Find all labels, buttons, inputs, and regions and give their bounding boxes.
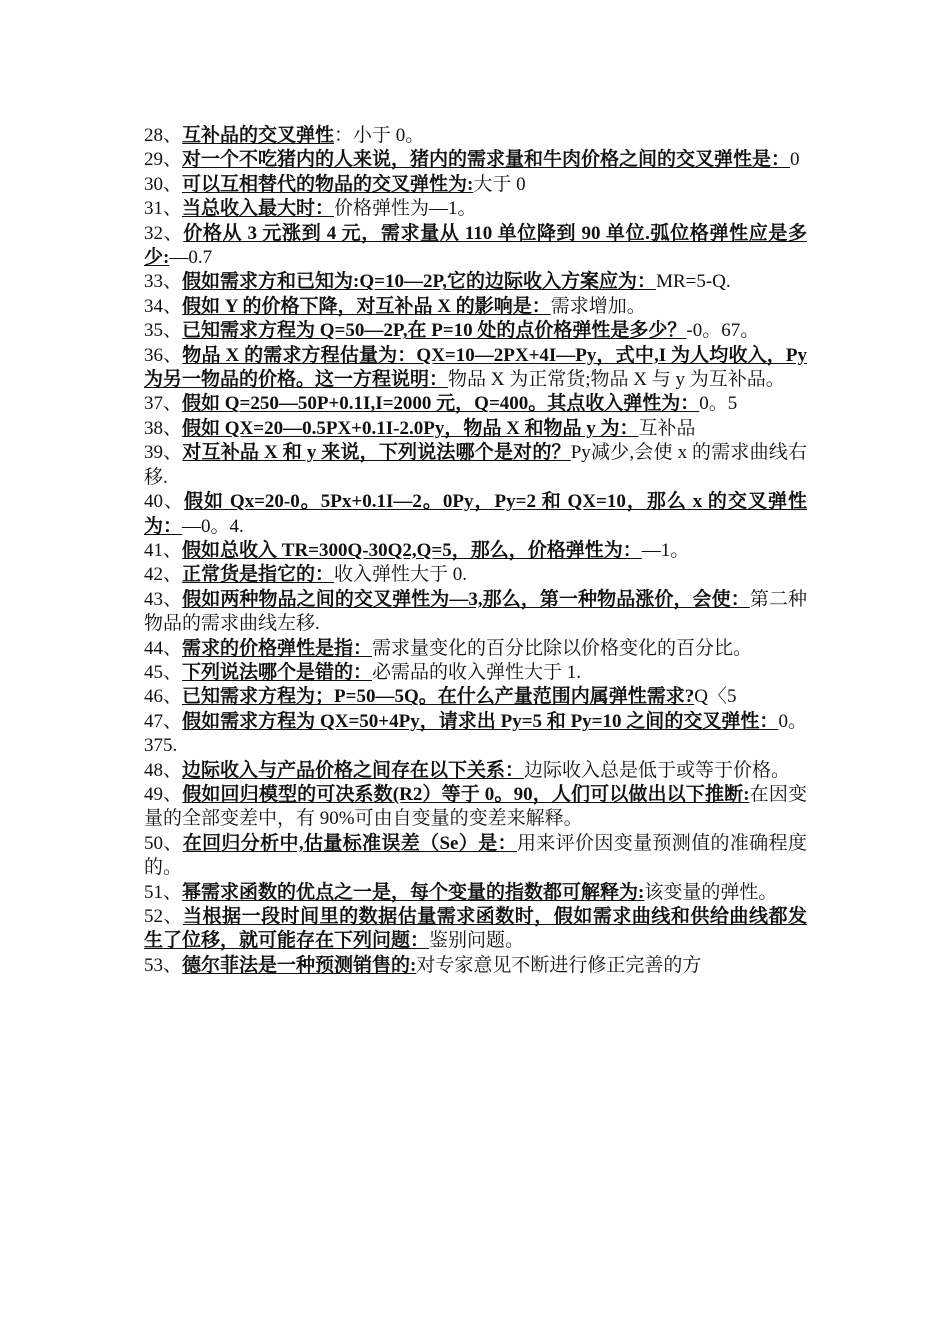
question-item <box>144 295 807 319</box>
question-number: 29、 <box>144 149 183 171</box>
question-number: 43、 <box>144 588 183 610</box>
question-text: 假如需求方程为 QX=50+4Py，请求出 Py=5 和 Py=10 之间的交叉弹性： <box>182 710 779 732</box>
answer-text: 收入弹性大于 0. <box>334 564 468 586</box>
answer-text: 互补品 <box>638 417 696 439</box>
answer-text: —0。4. <box>182 515 244 537</box>
answer-text: 价格弹性为—1。 <box>334 198 477 220</box>
question-text: 假如 Y 的价格下降，对互补品 X 的影响是： <box>182 295 551 317</box>
question-text: 物品 X 的需求方程估量为：QX=10—2PX+4I—Py，式中,I 为人均收入，Py 为另一物品的价格。这一方程说明： <box>144 344 807 391</box>
question-text: 假如总收入 TR=300Q-30Q2,Q=5，那么，价格弹性为： <box>182 539 642 561</box>
question-text: 幂需求函数的优点之一是，每个变量的指数都可解释为: <box>182 881 645 903</box>
question-text: 互补品的交叉弹性 <box>182 125 335 146</box>
question-number: 50、 <box>144 832 183 854</box>
question-item <box>144 319 807 343</box>
question-text: 假如 QX=20—0.5PX+0.1I-2.0Py，物品 X 和物品 y 为： <box>182 417 639 439</box>
question-text: 对一个不吃猪内的人来说，猪内的需求量和牛肉价格之间的交叉弹性是： <box>182 149 791 171</box>
question-text: 假如 Q=250—50P+0.1I,I=2000 元，Q=400。其点收入弹性为： <box>182 393 700 415</box>
question-item <box>144 148 807 172</box>
answer-text: MR=5-Q. <box>656 271 731 293</box>
answer-text: —0.7 <box>169 247 213 269</box>
question-item <box>144 881 807 905</box>
question-text: 对互补品 X 和 y 来说，下列说法哪个是对的？ <box>182 442 571 464</box>
question-item <box>144 173 807 197</box>
answer-text: —1。 <box>641 539 690 561</box>
question-number: 37、 <box>144 393 183 415</box>
question-number: 39、 <box>144 442 183 464</box>
question-number: 47、 <box>144 710 183 732</box>
question-item <box>144 270 807 294</box>
question-item <box>144 954 807 978</box>
question-item <box>144 832 807 881</box>
question-item <box>144 588 807 637</box>
question-item <box>144 905 807 954</box>
question-number: 31、 <box>144 198 183 220</box>
document-page <box>144 124 807 978</box>
answer-text: ：小于 0。 <box>334 125 425 146</box>
question-number: 34、 <box>144 295 183 317</box>
question-text: 假如两种物品之间的交叉弹性为—3,那么，第一种物品涨价，会使： <box>182 588 750 610</box>
answer-text: 需求量变化的百分比除以价格变化的百分比。 <box>372 637 753 659</box>
question-number: 40、 <box>144 491 185 513</box>
question-number: 46、 <box>144 686 183 708</box>
question-number: 53、 <box>144 954 183 976</box>
question-number: 30、 <box>144 173 183 195</box>
answer-text: Py减少,会使 x 的需求曲线右移. <box>144 442 807 488</box>
question-item <box>144 417 807 441</box>
question-number: 49、 <box>144 783 183 805</box>
question-number: 45、 <box>144 661 183 683</box>
question-text: 假如 Qx=20-0。5Px+0.1I—2。0Py，Py=2 和 QX=10，那么 x 的交叉弹性为： <box>144 491 807 537</box>
question-number: 35、 <box>144 320 183 342</box>
answer-text: 对专家意见不断进行修正完善的方 <box>416 954 702 976</box>
question-text: 当根据一段时间里的数据估量需求函数时，假如需求曲线和供给曲线都发生了位移，就可能存在下列问题： <box>144 906 807 952</box>
question-item <box>144 124 807 148</box>
question-item <box>144 685 807 709</box>
question-item <box>144 539 807 563</box>
answer-text: 在因变量的全部变差中，有 90%可由自变量的变差来解释。 <box>144 783 807 830</box>
question-item <box>144 563 807 587</box>
question-item <box>144 392 807 416</box>
answer-text: 边际收入总是低于或等于价格。 <box>524 759 791 781</box>
question-text: 边际收入与产品价格之间存在以下关系： <box>182 759 525 781</box>
question-number: 44、 <box>144 637 183 659</box>
answer-text: -0。67。 <box>686 320 760 342</box>
answer-text: 需求增加。 <box>550 295 646 317</box>
question-item <box>144 490 807 539</box>
answer-text: 物品 X 为正常货;物品 X 与 y 为互补品。 <box>448 369 785 391</box>
question-text: 价格从 3 元涨到 4 元，需求量从 110 单位降到 90 单位.弧位格弹性应是多少: <box>144 222 807 269</box>
question-number: 38、 <box>144 417 183 439</box>
answer-text: 0。5 <box>699 393 738 415</box>
question-number: 52、 <box>144 906 184 927</box>
answer-text: 0 <box>790 149 800 171</box>
question-number: 28、 <box>144 125 183 146</box>
question-text: 已知需求方程为 Q=50—2P,在 P=10 处的点价格弹性是多少？ <box>182 320 687 342</box>
answer-text: 0。375. <box>144 710 807 757</box>
question-number: 48、 <box>144 759 183 781</box>
answer-text: 大于 0 <box>473 173 526 195</box>
answer-text: 该变量的弹性。 <box>644 881 778 903</box>
question-text: 下列说法哪个是错的： <box>182 661 373 683</box>
question-item <box>144 759 807 783</box>
answer-text: Q〈5 <box>694 686 737 708</box>
question-item <box>144 197 807 221</box>
question-number: 51、 <box>144 881 183 903</box>
question-text: 假如需求方和已知为:Q=10—2P,它的边际收入方案应为： <box>182 271 657 293</box>
question-text: 德尔菲法是一种预测销售的: <box>182 954 417 976</box>
question-number: 41、 <box>144 539 183 561</box>
question-number: 33、 <box>144 271 183 293</box>
answer-text: 必需品的收入弹性大于 1. <box>372 661 582 683</box>
question-text: 正常货是指它的： <box>182 564 335 586</box>
question-item <box>144 710 807 759</box>
question-item <box>144 222 807 271</box>
question-text: 需求的价格弹性是指： <box>182 637 373 659</box>
question-number: 36、 <box>144 344 183 366</box>
question-text: 当总收入最大时： <box>182 198 335 220</box>
question-item <box>144 637 807 661</box>
question-item <box>144 441 807 490</box>
question-number: 32、 <box>144 222 184 244</box>
question-text: 已知需求方程为；P=50—5Q。在什么产量范围内属弹性需求? <box>182 686 695 708</box>
question-text: 假如回归模型的可决系数(R2）等于 0。90，人们可以做出以下推断: <box>182 783 750 805</box>
question-item <box>144 661 807 685</box>
question-number: 42、 <box>144 564 183 586</box>
answer-text: 鉴别问题。 <box>429 930 525 952</box>
answer-text: 用来评价因变量预测值的准确程度的。 <box>144 832 807 879</box>
question-item <box>144 783 807 832</box>
question-text: 可以互相替代的物品的交叉弹性为: <box>182 173 474 195</box>
answer-text: 第二种物品的需求曲线左移. <box>144 588 807 635</box>
question-item <box>144 344 807 393</box>
question-text: 在回归分析中,估量标准误差（Se）是： <box>182 832 517 854</box>
